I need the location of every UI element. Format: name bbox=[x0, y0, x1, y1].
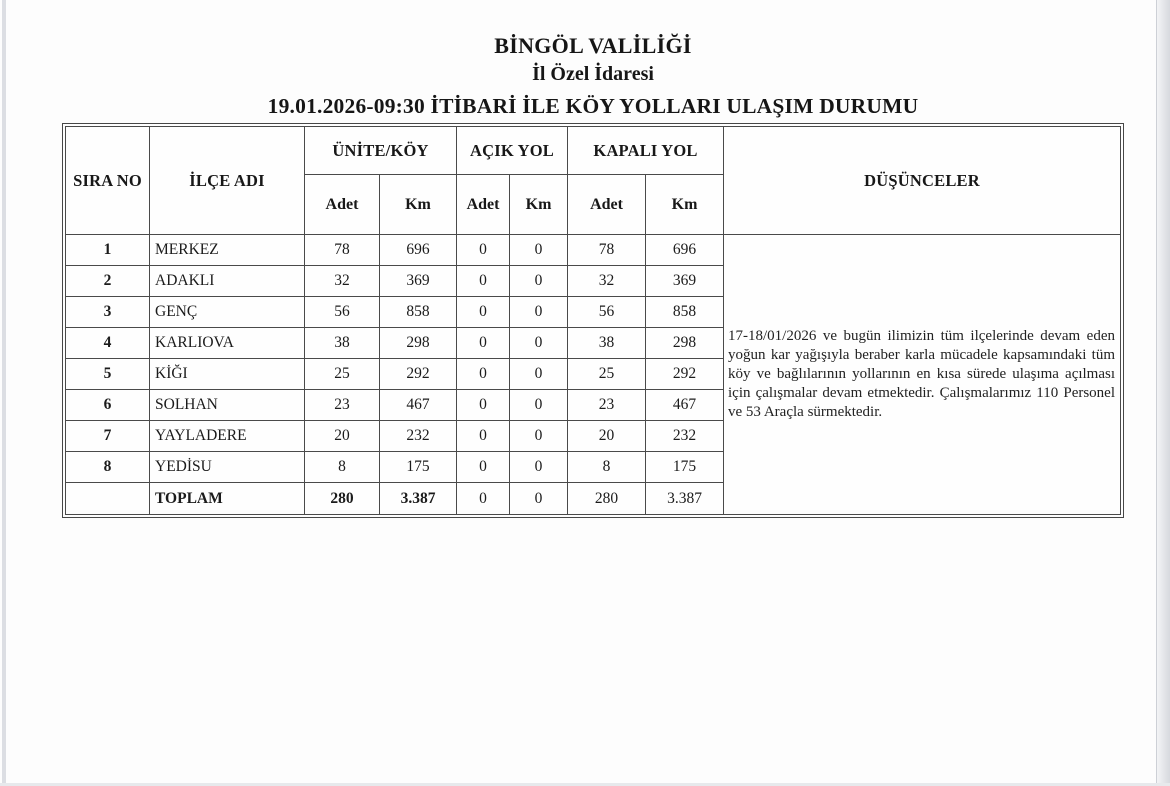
cell-ilce: MERKEZ bbox=[150, 235, 305, 266]
cell-kapali-adet: 78 bbox=[568, 235, 646, 266]
cell-kapali-adet: 8 bbox=[568, 452, 646, 483]
cell-kapali-km: 175 bbox=[646, 452, 724, 483]
col-header-ilce-adi: İLÇE ADI bbox=[150, 127, 305, 235]
cell-sira: 2 bbox=[66, 266, 150, 297]
col-header-unite-adet: Adet bbox=[305, 175, 380, 235]
cell-total-kapali-adet: 280 bbox=[568, 483, 646, 515]
col-header-acik-km: Km bbox=[510, 175, 568, 235]
cell-acik-adet: 0 bbox=[457, 421, 510, 452]
cell-kapali-km: 232 bbox=[646, 421, 724, 452]
cell-sira: 5 bbox=[66, 359, 150, 390]
cell-ilce: YAYLADERE bbox=[150, 421, 305, 452]
cell-unite-adet: 23 bbox=[305, 390, 380, 421]
road-status-table-grid bbox=[65, 126, 1121, 515]
cell-acik-adet: 0 bbox=[457, 235, 510, 266]
cell-unite-adet: 56 bbox=[305, 297, 380, 328]
cell-total-kapali-km: 3.387 bbox=[646, 483, 724, 515]
cell-acik-km: 0 bbox=[510, 266, 568, 297]
cell-unite-km: 858 bbox=[380, 297, 457, 328]
cell-unite-km: 467 bbox=[380, 390, 457, 421]
cell-unite-adet: 20 bbox=[305, 421, 380, 452]
col-header-unite-koy: ÜNİTE/KÖY bbox=[305, 127, 457, 175]
cell-acik-adet: 0 bbox=[457, 328, 510, 359]
cell-sira: 7 bbox=[66, 421, 150, 452]
road-status-table bbox=[62, 123, 1124, 518]
cell-acik-km: 0 bbox=[510, 297, 568, 328]
cell-ilce: ADAKLI bbox=[150, 266, 305, 297]
cell-unite-km: 696 bbox=[380, 235, 457, 266]
cell-kapali-adet: 20 bbox=[568, 421, 646, 452]
cell-unite-km: 369 bbox=[380, 266, 457, 297]
cell-kapali-km: 467 bbox=[646, 390, 724, 421]
cell-ilce: SOLHAN bbox=[150, 390, 305, 421]
cell-sira: 3 bbox=[66, 297, 150, 328]
cell-kapali-km: 858 bbox=[646, 297, 724, 328]
cell-acik-adet: 0 bbox=[457, 452, 510, 483]
cell-acik-km: 0 bbox=[510, 235, 568, 266]
cell-sira: 8 bbox=[66, 452, 150, 483]
cell-unite-adet: 32 bbox=[305, 266, 380, 297]
cell-kapali-adet: 25 bbox=[568, 359, 646, 390]
cell-total-sira-empty bbox=[66, 483, 150, 515]
cell-ilce: YEDİSU bbox=[150, 452, 305, 483]
col-header-acik-adet: Adet bbox=[457, 175, 510, 235]
cell-acik-km: 0 bbox=[510, 452, 568, 483]
title-administration: İl Özel İdaresi bbox=[532, 63, 654, 85]
cell-unite-km: 232 bbox=[380, 421, 457, 452]
cell-sira: 1 bbox=[66, 235, 150, 266]
dusunceler-note: 17-18/01/2026 ve bugün ilimizin tüm ilçelerinde devam eden yoğun kar yağışıyla beraber karla mücadele kapsamındaki tüm köy ve bağlılarının yollarının en kısa sürede ulaşıma açılması için çalışmalar devam etmektedir. Çalışmalarımız 110 Personel ve 53 Araçla sürmektedir. bbox=[724, 235, 1121, 515]
photo-edge-right bbox=[1156, 0, 1170, 786]
cell-ilce: KİĞI bbox=[150, 359, 305, 390]
document-header bbox=[62, 33, 1124, 119]
cell-kapali-km: 369 bbox=[646, 266, 724, 297]
cell-kapali-km: 292 bbox=[646, 359, 724, 390]
cell-acik-km: 0 bbox=[510, 359, 568, 390]
col-header-kapali-adet: Adet bbox=[568, 175, 646, 235]
cell-kapali-adet: 32 bbox=[568, 266, 646, 297]
col-header-acik-yol: AÇIK YOL bbox=[457, 127, 568, 175]
cell-ilce: KARLIOVA bbox=[150, 328, 305, 359]
cell-unite-adet: 8 bbox=[305, 452, 380, 483]
col-header-kapali-km: Km bbox=[646, 175, 724, 235]
cell-sira: 6 bbox=[66, 390, 150, 421]
cell-unite-adet: 25 bbox=[305, 359, 380, 390]
cell-kapali-km: 298 bbox=[646, 328, 724, 359]
cell-kapali-adet: 38 bbox=[568, 328, 646, 359]
district-row bbox=[66, 235, 1121, 266]
col-header-unite-km: Km bbox=[380, 175, 457, 235]
cell-acik-km: 0 bbox=[510, 328, 568, 359]
cell-ilce: GENÇ bbox=[150, 297, 305, 328]
cell-acik-adet: 0 bbox=[457, 297, 510, 328]
cell-total-unite-adet: 280 bbox=[305, 483, 380, 515]
title-report-line: 19.01.2026-09:30 İTİBARİ İLE KÖY YOLLARI ULAŞIM DURUMU bbox=[267, 94, 919, 118]
col-header-sira-no: SIRA NO bbox=[66, 127, 150, 235]
cell-acik-adet: 0 bbox=[457, 266, 510, 297]
cell-kapali-km: 696 bbox=[646, 235, 724, 266]
col-header-dusunceler: DÜŞÜNCELER bbox=[724, 127, 1121, 235]
cell-acik-km: 0 bbox=[510, 421, 568, 452]
photo-edge-left bbox=[2, 0, 6, 786]
cell-unite-km: 298 bbox=[380, 328, 457, 359]
cell-sira: 4 bbox=[66, 328, 150, 359]
cell-unite-adet: 38 bbox=[305, 328, 380, 359]
cell-acik-adet: 0 bbox=[457, 390, 510, 421]
cell-kapali-adet: 56 bbox=[568, 297, 646, 328]
cell-total-acik-km: 0 bbox=[510, 483, 568, 515]
cell-kapali-adet: 23 bbox=[568, 390, 646, 421]
cell-acik-adet: 0 bbox=[457, 359, 510, 390]
col-header-kapali-yol: KAPALI YOL bbox=[568, 127, 724, 175]
cell-acik-km: 0 bbox=[510, 390, 568, 421]
title-governorship: BİNGÖL VALİLİĞİ bbox=[494, 33, 692, 58]
cell-total-acik-adet: 0 bbox=[457, 483, 510, 515]
cell-unite-km: 292 bbox=[380, 359, 457, 390]
cell-unite-km: 175 bbox=[380, 452, 457, 483]
cell-total-unite-km: 3.387 bbox=[380, 483, 457, 515]
cell-total-label: TOPLAM bbox=[150, 483, 305, 515]
cell-unite-adet: 78 bbox=[305, 235, 380, 266]
header-row-groups bbox=[66, 127, 1121, 175]
